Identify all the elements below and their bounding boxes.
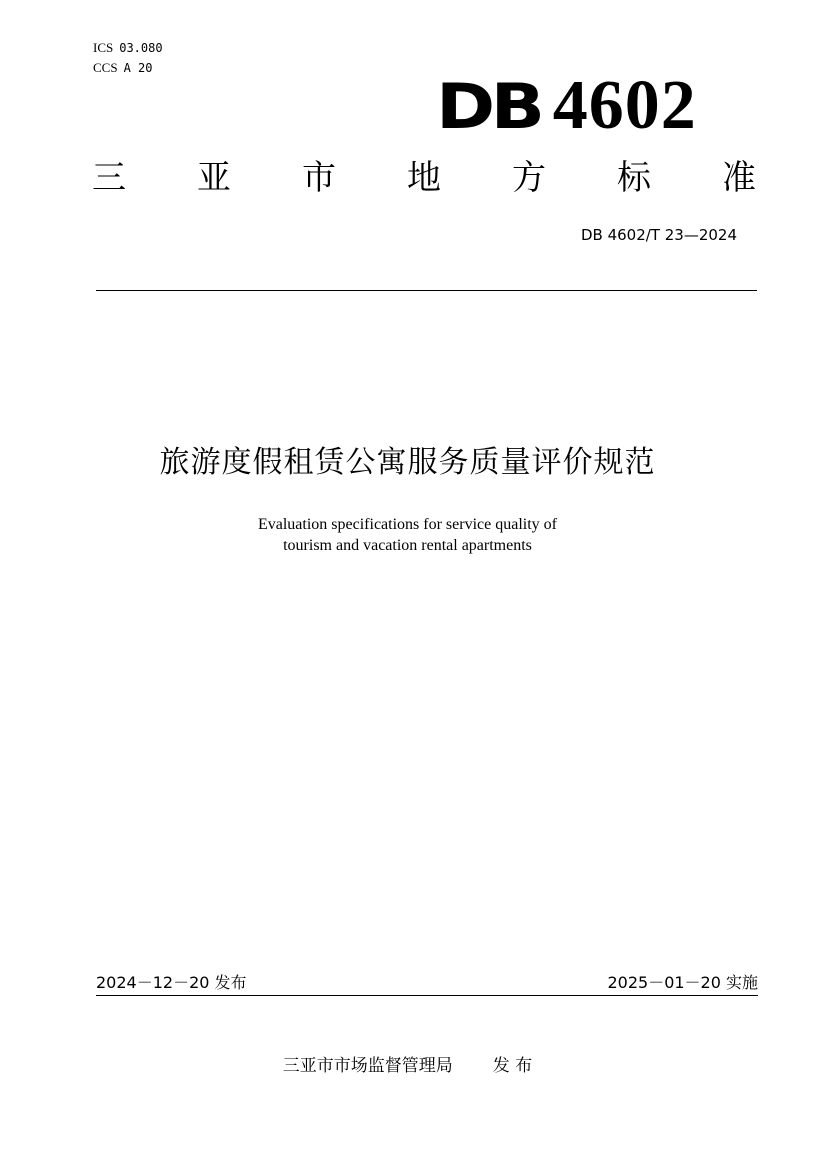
top-divider [96,290,757,291]
ics-classification [93,40,163,56]
db-logo-number: 4602 [552,67,697,144]
standard-type-char: 地 [407,158,441,198]
ccs-value: A 20 [123,61,153,75]
standard-type-char: 市 [302,158,336,198]
bottom-divider [96,995,758,996]
english-title-line: tourism and vacation rental apartments [283,537,532,554]
standard-type-char: 方 [512,158,546,198]
publisher-action: 发 布 [492,1056,533,1076]
standard-type-char: 准 [722,158,756,198]
ccs-classification [93,60,152,76]
implementation-date: 2025－01－20 实施 [607,973,758,992]
standard-type-char: 亚 [197,158,231,198]
db-logo-prefix: DB [436,70,541,143]
standard-type-heading [92,158,756,198]
standard-type-char: 三 [92,158,126,198]
ics-label: ICS [93,40,114,55]
document-title-english [0,514,815,556]
document-title-chinese: 旅游度假租赁公寓服务质量评价规范 [159,445,656,480]
db-logo [436,66,697,144]
ics-value: 03.080 [119,41,163,55]
publisher-org: 三亚市市场监督管理局 [282,1056,453,1076]
publisher-line [0,1055,815,1077]
ccs-label: CCS [93,60,118,75]
standard-code: DB 4602/T 23—2024 [580,226,737,244]
standard-type-char: 标 [617,158,651,198]
publish-date: 2024－12－20 发布 [96,973,247,992]
english-title-line: Evaluation specifications for service quality of [257,516,557,533]
